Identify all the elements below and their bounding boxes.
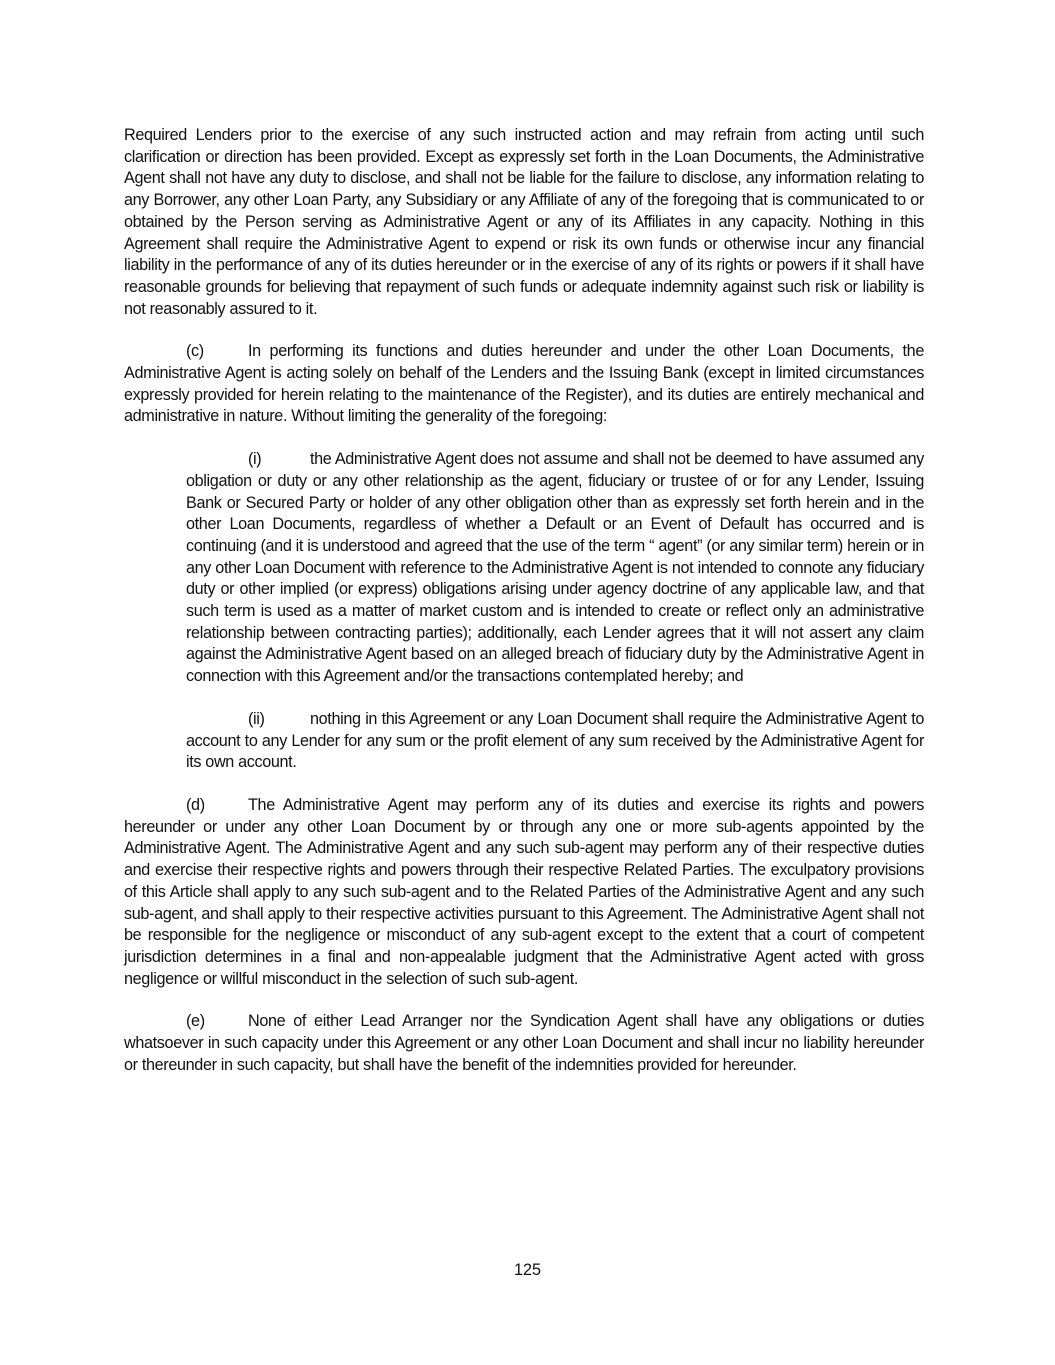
document-page xyxy=(124,125,924,1097)
paragraph-marker: (e) xyxy=(186,1012,205,1031)
paragraph-c-ii xyxy=(186,709,924,774)
paragraph-text: the Administrative Agent does not assume and shall not be deemed to have assumed any obligation or duty or any other relationship as the agent, fiduciary or trustee of or for any Lender, Issuing Bank or Secured Party or holder of any other obligation other than as expressly set forth herein and in the other Loan Documents, regardless of whether a Default or an Event of Default has occurred and is continuing (and it is understood and agreed that the use of the term “ agent” (or any similar term) herein or in any other Loan Document with reference to the Administrative Agent is not intended to connote any fiduciary duty or other implied (or express) obligations arising under agency doctrine of any applicable law, and that such term is used as a matter of market custom and is intended to create or reflect only an administrative relationship between contracting parties); additionally, each Lender agrees that it will not assert any claim against the Administrative Agent based on an alleged breach of fiduciary duty by the Administrative Agent in connection with this Agreement and/or the transactions contemplated hereby; and xyxy=(186,450,924,686)
paragraph-text: nothing in this Agreement or any Loan Document shall require the Administrative Agent to account to any Lender for any sum or the profit element of any sum received by the Administrative Agent for its own account. xyxy=(186,709,924,772)
paragraph-c xyxy=(124,341,924,428)
paragraph-e xyxy=(124,1011,924,1076)
paragraph-marker: (i) xyxy=(248,450,262,469)
paragraph-c-i xyxy=(186,449,924,688)
paragraph-text: In performing its functions and duties hereunder and under the other Loan Documents, the Administrative Agent is acting solely on behalf of the Lenders and the Issuing Bank (except in limited circumstances expressly provided for herein relating to the maintenance of the Register), and its duties are entirely mechanical and administrative in nature. Without limiting the generality of the foregoing: xyxy=(124,342,924,426)
paragraph-d xyxy=(124,795,924,990)
paragraph-text: None of either Lead Arranger nor the Syndication Agent shall have any obligations or duties whatsoever in such capacity under this Agreement or any other Loan Document and shall incur no liability hereunder or thereunder in such capacity, but shall have the benefit of the indemnities provided for hereunder. xyxy=(124,1012,924,1074)
paragraph-marker: (c) xyxy=(186,342,204,361)
paragraph-marker: (d) xyxy=(186,795,205,814)
paragraph-text: The Administrative Agent may perform any of its duties and exercise its rights and powers hereunder or under any other Loan Document by or through any one or more sub-agents appointed by the Administrative Agent. The Administrative Agent and any such sub-agent may perform any of their respective duties and exercise their respective rights and powers through their respective Related Parties. The exculpatory provisions of this Article shall apply to any such sub-agent and to the Related Parties of the Administrative Agent and any such sub-agent, and shall apply to their respective activities pursuant to this Agreement. The Administrative Agent shall not be responsible for the negligence or misconduct of any sub-agent except to the extent that a court of competent jurisdiction determines in a final and non-appealable judgment that the Administrative Agent acted with gross negligence or willful misconduct in the selection of such sub-agent. xyxy=(124,795,924,988)
paragraph-marker: (ii) xyxy=(248,709,265,728)
paragraph-text: Required Lenders prior to the exercise of any such instructed action and may refrain from acting until such clarification or direction has been provided. Except as expressly set forth in the Loan Documents, the Administrative Agent shall not have any duty to disclose, and shall not be liable for the failure to disclose, any information relating to any Borrower, any other Loan Party, any Subsidiary or any Affiliate of any of the foregoing that is communicated to or obtained by the Person serving as Administrative Agent or any of its Affiliates in any capacity. Nothing in this Agreement shall require the Administrative Agent to expend or risk its own funds or otherwise incur any financial liability in the performance of any of its duties hereunder or in the exercise of any of its rights or powers if it shall have reasonable grounds for believing that repayment of such funds or adequate indemnity against such risk or liability is not reasonably assured to it. xyxy=(124,126,924,318)
page-number: 125 xyxy=(513,1261,541,1279)
paragraph-continuation xyxy=(124,125,924,320)
